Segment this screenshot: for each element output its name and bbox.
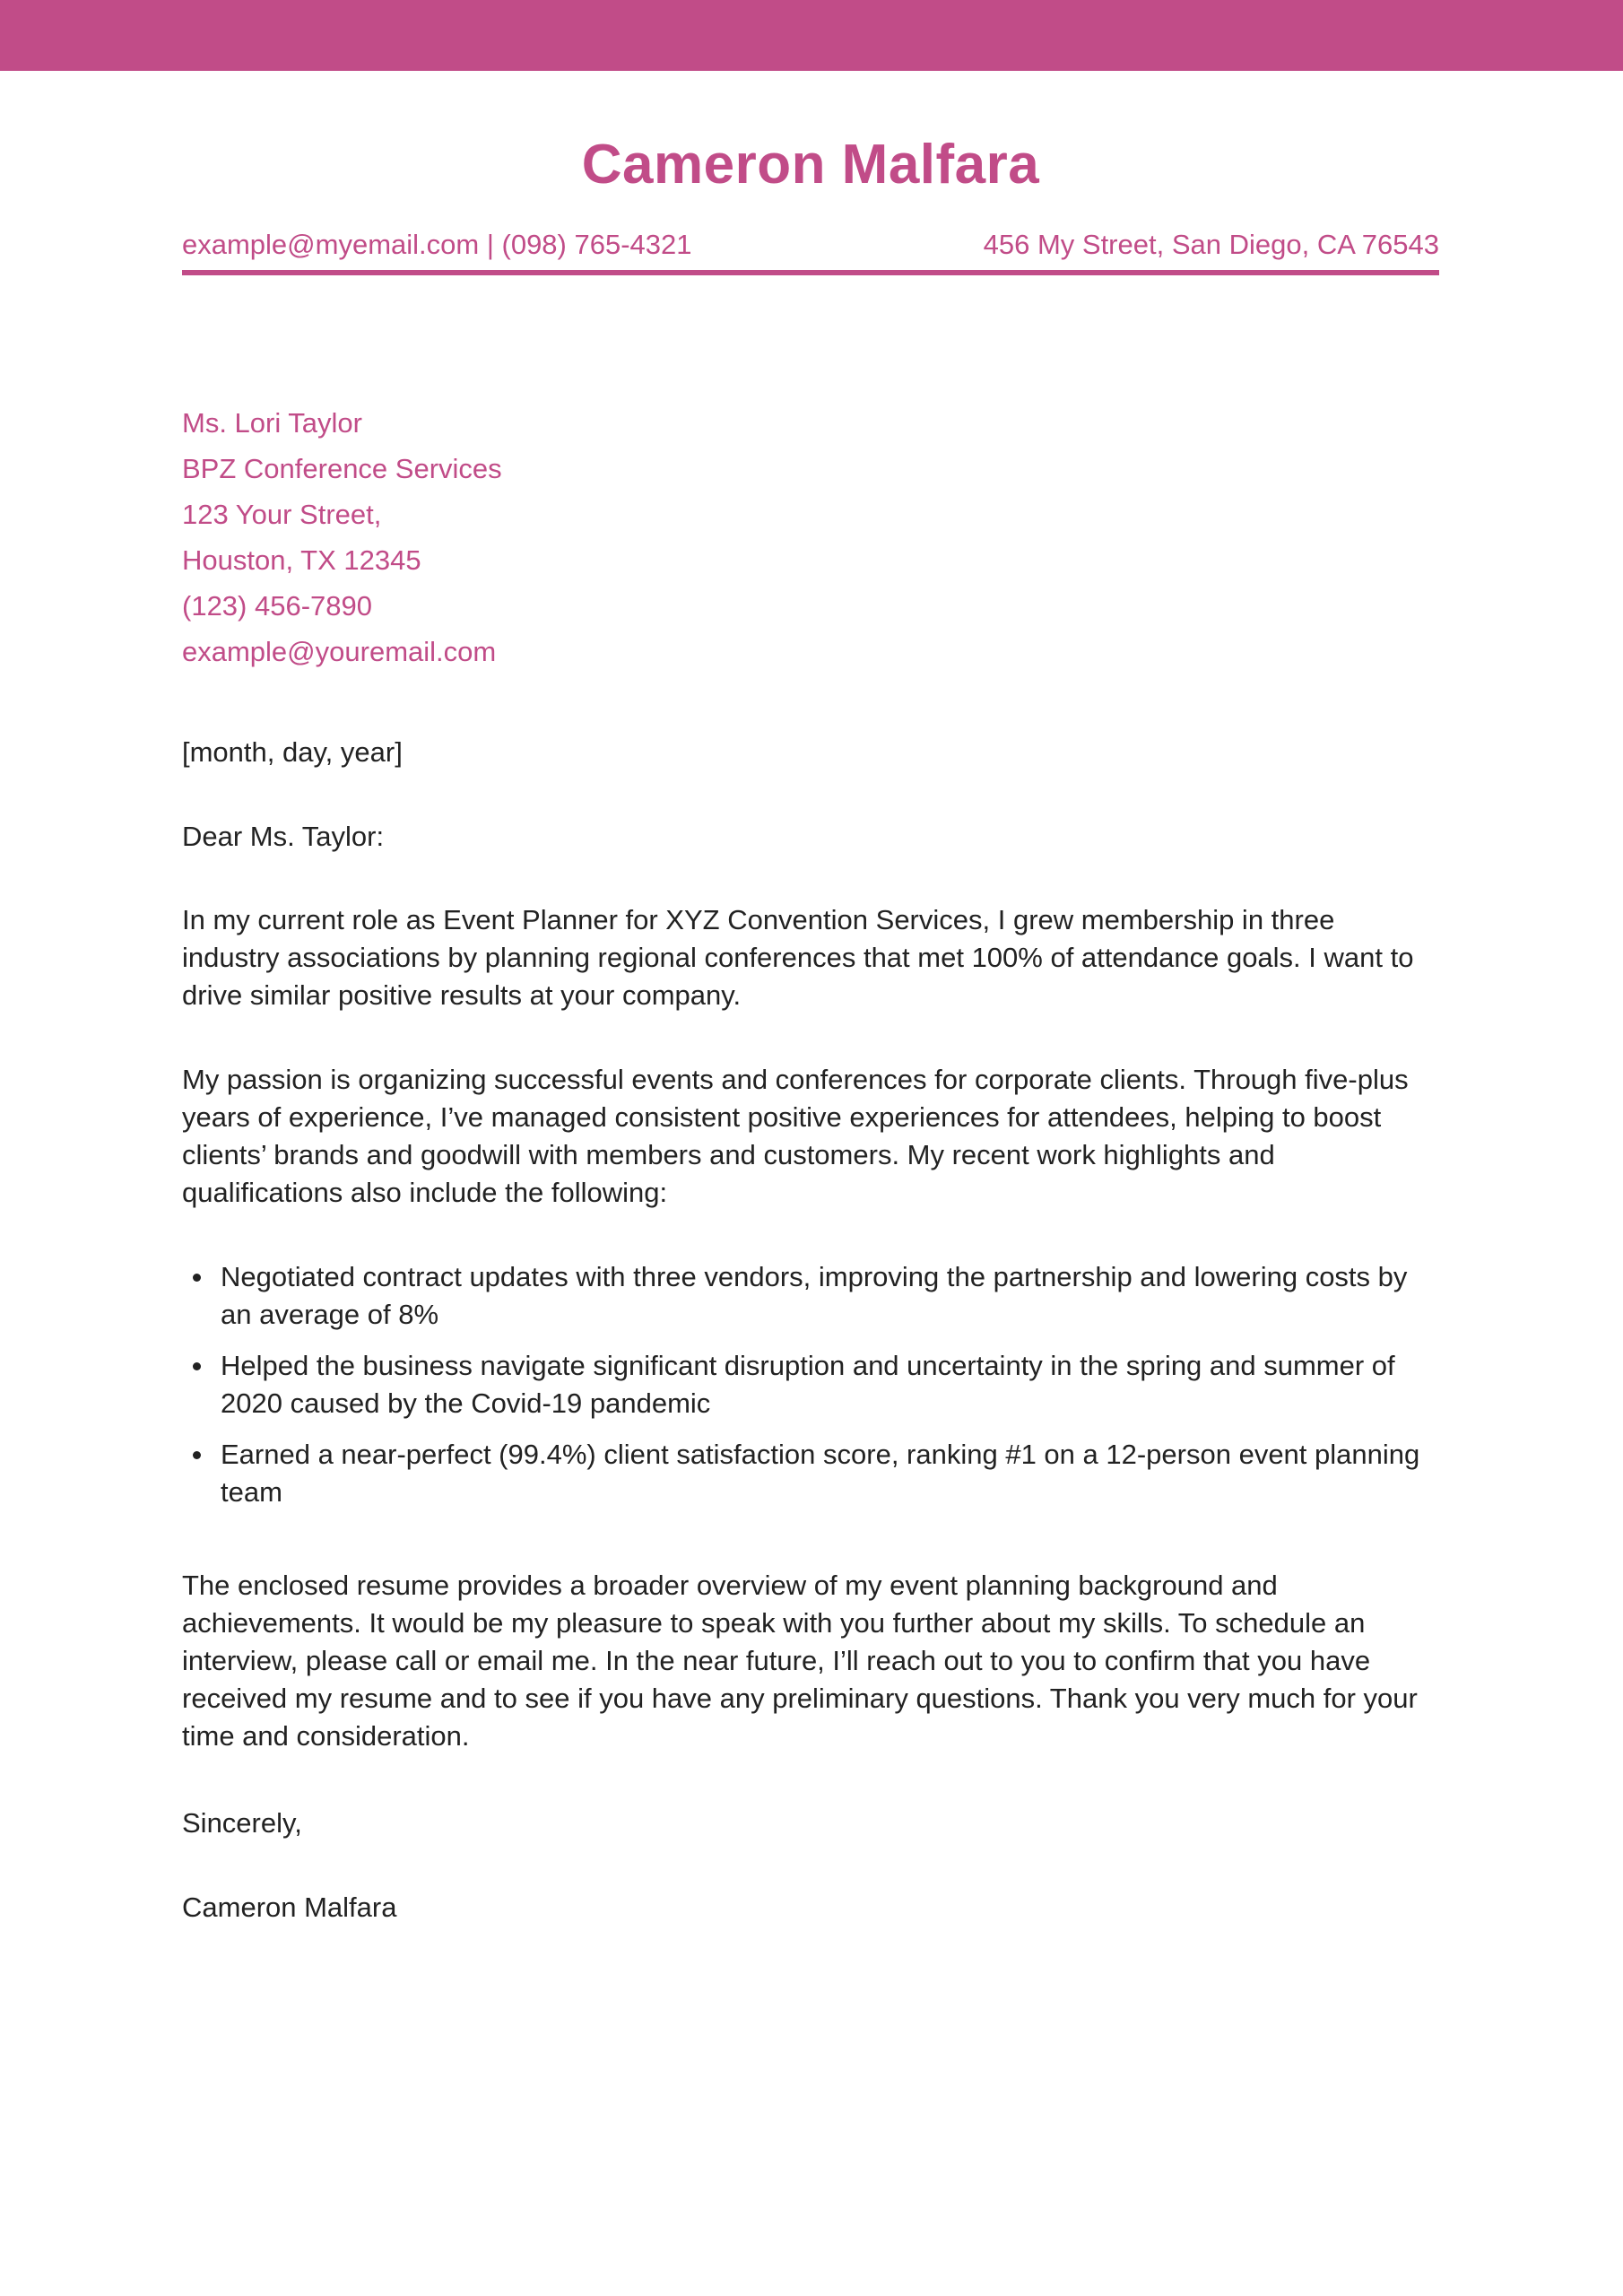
paragraph-intro: In my current role as Event Planner for XYZ Convention Services, I grew membership in three industry associations by planning regional conferences that met 100% of attendance goals. I want to drive similar positive results at your company. bbox=[182, 904, 1414, 1011]
recipient-city: Houston, TX 12345 bbox=[182, 544, 421, 576]
header-accent-bar bbox=[0, 0, 1623, 71]
list-item-text: Negotiated contract updates with three vendors, improving the partnership and lowering costs by an average of 8% bbox=[221, 1261, 1408, 1330]
list-item bbox=[182, 1258, 1439, 1334]
contact-divider bbox=[182, 270, 1439, 275]
recipient-email: example@youremail.com bbox=[182, 636, 497, 667]
paragraph-closing: The enclosed resume provides a broader overview of my event planning background and achievements. It would be my pleasure to speak with you further about my skills. To schedule an interview, please call or email me. In the near future, I’ll reach out to you to confirm that you have received my resume and to see if you have any preliminary questions. Thank you very much for your time and consideration. bbox=[182, 1570, 1418, 1752]
recipient-phone: (123) 456-7890 bbox=[182, 590, 372, 622]
bullet-icon bbox=[193, 1451, 201, 1459]
recipient-street: 123 Your Street, bbox=[182, 499, 382, 530]
bullet-icon bbox=[193, 1362, 201, 1370]
sender-contact-row bbox=[182, 227, 1439, 263]
sender-email-phone: example@myemail.com | (098) 765-4321 bbox=[182, 229, 692, 260]
paragraph-experience: My passion is organizing successful events and conferences for corporate clients. Through five-plus years of experience, I’ve managed consistent positive experiences for attendees, helping to boost clients’ brands and goodwill with members and customers. My recent work highlights and qualifications also include the following: bbox=[182, 1064, 1409, 1208]
recipient-block bbox=[182, 400, 502, 674]
sender-name: Cameron Malfara bbox=[581, 134, 1040, 196]
sender-address: 456 My Street, San Diego, CA 76543 bbox=[983, 229, 1439, 260]
signature-name: Cameron Malfara bbox=[182, 1892, 397, 1923]
list-item-text: Earned a near-perfect (99.4%) client satisfaction score, ranking #1 on a 12-person event planning team bbox=[221, 1439, 1420, 1508]
closing-line: Sincerely, bbox=[182, 1807, 302, 1839]
highlights-list bbox=[182, 1258, 1439, 1525]
recipient-company: BPZ Conference Services bbox=[182, 453, 502, 484]
list-item bbox=[182, 1347, 1439, 1422]
bullet-icon bbox=[193, 1274, 201, 1282]
recipient-name: Ms. Lori Taylor bbox=[182, 407, 362, 439]
list-item-text: Helped the business navigate significant disruption and uncertainty in the spring and summer of 2020 caused by the Covid-19 pandemic bbox=[221, 1350, 1395, 1419]
salutation: Dear Ms. Taylor: bbox=[182, 821, 385, 852]
list-item bbox=[182, 1436, 1439, 1511]
letter-date: [month, day, year] bbox=[182, 736, 403, 768]
